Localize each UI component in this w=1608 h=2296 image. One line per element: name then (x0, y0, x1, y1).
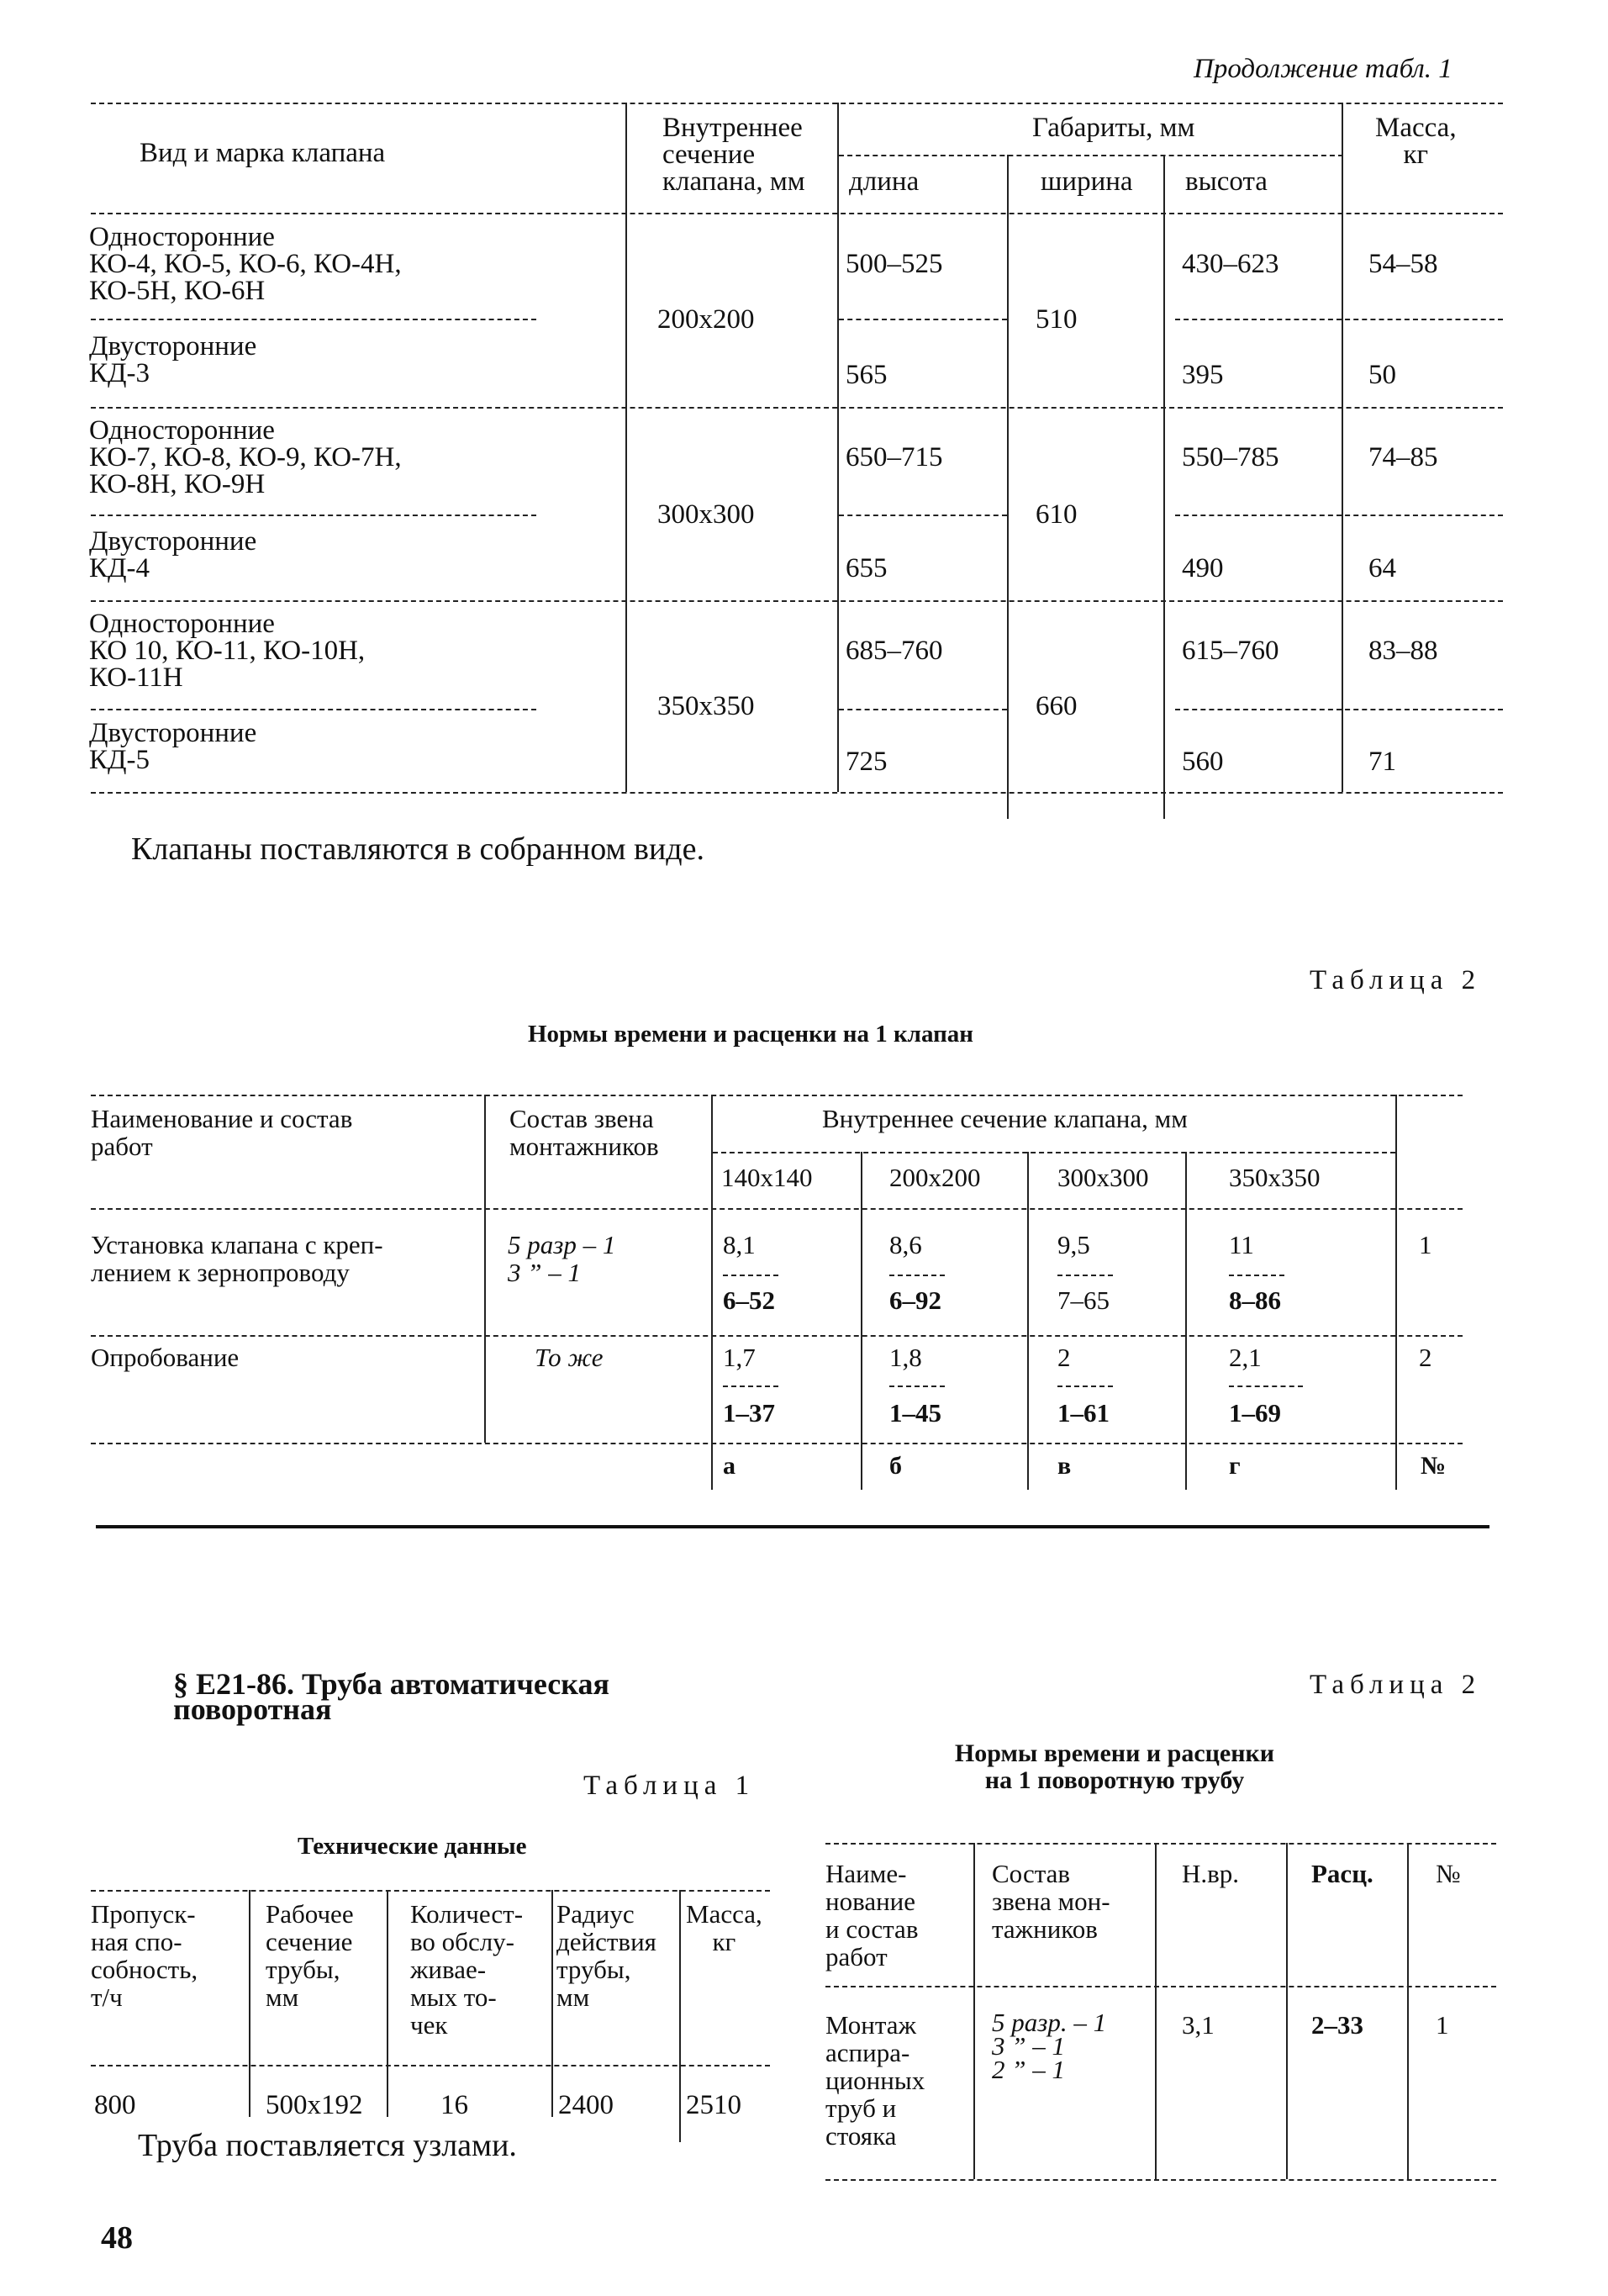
cell-length: 565 (846, 360, 888, 390)
tech-value-mass: 2510 (686, 2090, 741, 2120)
norm-value: 2 (1057, 1343, 1071, 1372)
rate-value: 1–37 (723, 1398, 775, 1428)
cell-width: 660 (1036, 691, 1078, 721)
norm-table-title: Нормы времени и расценки на 1 поворотную трубу (954, 1739, 1275, 1794)
tech-header-points: Количест- во обслу- живае- мых то- чек (410, 1899, 524, 2040)
page-number: 48 (101, 2220, 133, 2256)
cell-height: 490 (1182, 553, 1224, 583)
cell-mass: 50 (1368, 360, 1396, 390)
cell-length: 725 (846, 747, 888, 777)
norm-header-work: Наиме- нование и состав работ (825, 1859, 919, 1971)
row-one-sided-3: Односторонние КО 10, КО-11, КО-10Н, КО-11Н (89, 609, 366, 693)
cell-mass: 71 (1368, 747, 1396, 777)
row-one-sided-2: Односторонние КО-7, КО-8, КО-9, КО-7Н, КО-8Н, КО-9Н (89, 415, 402, 499)
header-mass: Масса, кг (1375, 113, 1457, 170)
table2-col-140: 140х140 (721, 1163, 813, 1192)
tech-header-capacity: Пропуск- ная спо- собность, т/ч (91, 1899, 198, 2012)
norm-header-rate: Расц. (1311, 1859, 1373, 1888)
tech-header-radius: Радиус действия трубы, мм (556, 1899, 656, 2012)
rate-value: 1–61 (1057, 1398, 1110, 1428)
cell-height: 550–785 (1182, 442, 1279, 472)
cell-width: 510 (1036, 304, 1078, 335)
cell-mass: 64 (1368, 553, 1396, 583)
cell-section: 300х300 (657, 499, 755, 530)
table2-row-crew: То же (535, 1343, 604, 1372)
table2-footer-b: б (889, 1452, 902, 1480)
table2-col-200: 200х200 (889, 1163, 981, 1192)
table2-footer-num: № (1421, 1452, 1447, 1480)
table2-footer-v: в (1057, 1452, 1072, 1480)
table2-label: Таблица 2 (1310, 965, 1482, 995)
norm-row-hvr: 3,1 (1182, 2010, 1215, 2040)
cell-section: 200х200 (657, 304, 755, 335)
row-one-sided-1: Односторонние КО-4, КО-5, КО-6, КО-4Н, КО-5Н, КО-6Н (89, 222, 402, 306)
row-two-sided-2: Двусторонние КД-4 (89, 526, 257, 583)
table2-row-crew: 5 разр – 1 3 ” – 1 (508, 1230, 616, 1287)
rate-value: 7–65 (1057, 1285, 1110, 1315)
rate-value: 6–92 (889, 1285, 941, 1315)
norm-header-crew: Состав звена мон- тажников (992, 1859, 1110, 1944)
norm-table-label: Таблица 2 (1310, 1670, 1482, 1700)
norm-header-hvr: Н.вр. (1182, 1859, 1240, 1888)
norm-header-num: № (1436, 1859, 1461, 1888)
tech-value-points: 16 (440, 2090, 468, 2120)
header-width: ширина (1041, 166, 1133, 197)
cell-height: 615–760 (1182, 636, 1279, 666)
tech-note: Труба поставляется узлами. (138, 2128, 517, 2163)
row-two-sided-3: Двусторонние КД-5 (89, 718, 257, 775)
tech-header-mass: Масса, кг (686, 1899, 762, 1956)
norm-value: 8,1 (723, 1230, 756, 1259)
cell-mass: 74–85 (1368, 442, 1438, 472)
cell-height: 430–623 (1182, 249, 1279, 279)
rate-value: 8–86 (1229, 1285, 1281, 1315)
table2-footer-a: а (723, 1452, 735, 1480)
table2-header-crew: Состав звена монтажников (509, 1104, 659, 1161)
table2-row-work: Опробование (91, 1343, 240, 1372)
cell-length: 650–715 (846, 442, 943, 472)
header-type: Вид и марка клапана (140, 138, 386, 168)
table1-note: Клапаны поставляются в собранном виде. (131, 831, 704, 867)
header-section: Внутреннее сечение клапана, мм (662, 113, 805, 197)
row-two-sided-1: Двусторонние КД-3 (89, 331, 257, 388)
table2-row-work: Установка клапана с креп- лением к зернопроводу (91, 1230, 383, 1287)
table2-row-num: 1 (1419, 1230, 1432, 1259)
norm-value: 9,5 (1057, 1230, 1090, 1259)
header-length: длина (849, 166, 920, 197)
cell-mass: 83–88 (1368, 636, 1438, 666)
cell-width: 610 (1036, 499, 1078, 530)
cell-section: 350х350 (657, 691, 755, 721)
cell-length: 500–525 (846, 249, 943, 279)
cell-height: 560 (1182, 747, 1224, 777)
norm-row-rate: 2–33 (1311, 2010, 1363, 2040)
table2-header-work: Наименование и состав работ (91, 1104, 353, 1161)
tech-value-section: 500х192 (266, 2090, 363, 2120)
rate-value: 1–45 (889, 1398, 941, 1428)
header-dims: Габариты, мм (1032, 113, 1195, 143)
table2-header-section: Внутреннее сечение клапана, мм (822, 1104, 1188, 1133)
table2-footer-g: г (1229, 1452, 1241, 1480)
cell-length: 655 (846, 553, 888, 583)
norm-row-work: Монтаж аспира- ционных труб и стояка (825, 2010, 925, 2151)
section-divider (96, 1525, 1489, 1528)
norm-value: 11 (1229, 1230, 1254, 1259)
table2-row-num: 2 (1419, 1343, 1432, 1372)
cell-length: 685–760 (846, 636, 943, 666)
tech-header-section: Рабочее сечение трубы, мм (266, 1899, 354, 2012)
tech-table-label: Таблица 1 (583, 1771, 756, 1801)
norm-row-crew: 5 разр. – 1 3 ” – 1 2 ” – 1 (992, 2008, 1107, 2084)
table2-col-350: 350х350 (1229, 1163, 1321, 1192)
norm-row-num: 1 (1436, 2010, 1449, 2040)
norm-value: 1,7 (723, 1343, 756, 1372)
rate-value: 6–52 (723, 1285, 775, 1315)
norm-value: 1,8 (889, 1343, 922, 1372)
tech-value-radius: 2400 (558, 2090, 614, 2120)
header-height: высота (1185, 166, 1268, 197)
rate-value: 1–69 (1229, 1398, 1281, 1428)
table2-title: Нормы времени и расценки на 1 клапан (528, 1021, 973, 1048)
norm-value: 2,1 (1229, 1343, 1262, 1372)
continuation-label: Продолжение табл. 1 (1194, 54, 1452, 84)
norm-value: 8,6 (889, 1230, 922, 1259)
cell-mass: 54–58 (1368, 249, 1438, 279)
cell-height: 395 (1182, 360, 1224, 390)
tech-table-title: Технические данные (298, 1833, 527, 1860)
section-heading: § Е21-86. Труба автоматическая поворотная (173, 1667, 609, 1726)
tech-value-capacity: 800 (94, 2090, 136, 2120)
table2-col-300: 300х300 (1057, 1163, 1149, 1192)
